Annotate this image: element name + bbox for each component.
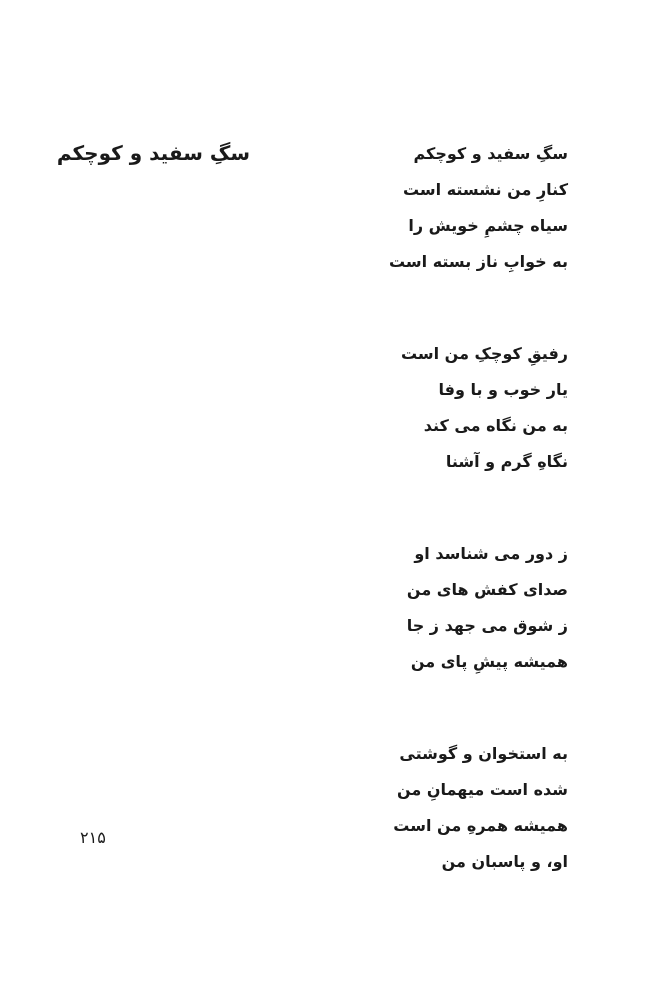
stanza-2 — [300, 342, 568, 474]
stanza-3 — [300, 542, 568, 674]
verse: همیشه پیشِ پای من — [410, 652, 568, 671]
verse: سگِ سفید و کوچکم — [413, 144, 568, 163]
verse: به استخوان و گوشتی — [399, 744, 568, 763]
verse: همیشه همرهِ من است — [393, 816, 568, 835]
page-number: ۲۱۵ — [80, 828, 106, 847]
verse: صدای کفش های من — [406, 580, 568, 599]
verse: یار خوب و با وفا — [438, 380, 568, 399]
stanza-4 — [300, 742, 568, 874]
verse: نگاهِ گرم و آشنا — [445, 452, 568, 471]
verse: ز دور می شناسد او — [414, 544, 568, 563]
verse: به خوابِ ناز بسته است — [388, 252, 568, 271]
verse: شده است میهمانِ من — [397, 780, 568, 799]
verse: ز شوق می جهد ز جا — [406, 616, 568, 635]
verse: به من نگاه می کند — [423, 416, 568, 435]
verse: او، و پاسبان من — [441, 852, 568, 871]
verse: کنارِ من نشسته است — [402, 180, 568, 199]
verse: رفیقِ کوچکِ من است — [400, 344, 568, 363]
poem-title: سگِ سفید و کوچکم — [56, 141, 250, 165]
stanza-1 — [300, 142, 568, 274]
poem-body — [300, 142, 568, 874]
verse: سیاه چشمِ خویش را — [408, 216, 568, 235]
